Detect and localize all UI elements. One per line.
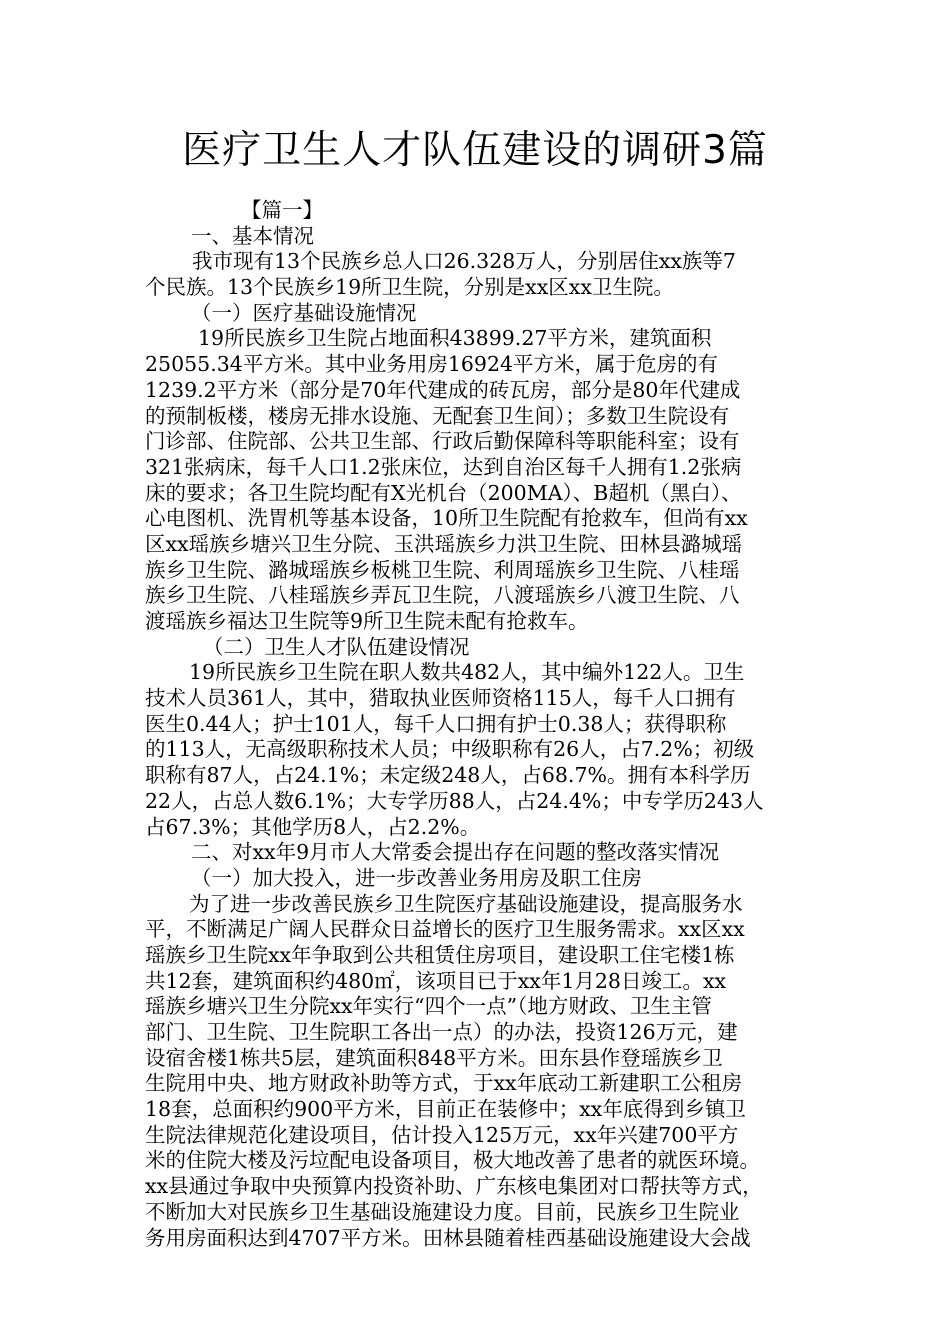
text-line: 心电图机、洗胃机等基本设备，10所卫生院配有抢救车，但尚有xx xyxy=(145,506,748,531)
text-line: 部门、卫生院、卫生院职工各出一点）的办法，投资126万元，建 xyxy=(145,1020,738,1044)
text-line: 25055.34平方米。其中业务用房16924平方米，属于危房的有 xyxy=(145,352,719,377)
text-line: 瑶族乡卫生院xx年争取到公共租赁住房项目，建设职工住宅楼1栋 xyxy=(145,942,735,967)
text-line: 二、对xx年9月市人大常委会提出存在问题的整改落实情况 xyxy=(191,840,720,865)
text-line: 占67.3%；其他学历8人，占2.2%。 xyxy=(145,814,481,839)
text-line: 321张病床，每千人口1.2张床位，达到自治区每千人拥有1.2张病 xyxy=(145,454,742,479)
text-line: 区xx瑶族乡塘兴卫生分院、玉洪瑶族乡力洪卫生院、田林县潞城瑶 xyxy=(145,531,743,556)
text-line: 的预制板楼，楼房无排水设施、无配套卫生间）；多数卫生院设有 xyxy=(145,403,730,428)
text-line: 19所民族乡卫生院在职人数共482人，其中编外122人。卫生 xyxy=(189,660,745,685)
text-line: 门诊部、住院部、公共卫生部、行政后勤保障科等职能科室；设有 xyxy=(145,429,740,454)
text-line: 一、基本情况 xyxy=(191,223,314,248)
text-line: 渡瑶族乡福达卫生院等9所卫生院未配有抢救车。 xyxy=(145,609,589,633)
text-line: 床的要求；各卫生院均配有X光机台（200MA）、B超机（黑白）、 xyxy=(145,480,742,505)
text-line: （一）加大投入，进一步改善业务用房及职工住房 xyxy=(191,865,642,890)
text-line: 18套，总面积约900平方米，目前正在装修中；xx年底得到乡镇卫 xyxy=(145,1097,746,1122)
text-line: 我市现有13个民族乡总人口26.328万人，分别居住xx族等7 xyxy=(192,249,736,274)
text-line: 个民族。13个民族乡19所卫生院，分别是xx区xx卫生院。 xyxy=(145,275,674,300)
text-line: （一）医疗基础设施情况 xyxy=(191,300,417,325)
text-line: 的113人，无高级职称技术人员；中级职称有26人，占7.2%；初级 xyxy=(145,737,755,762)
text-line: 技术人员361人，其中，猎取执业医师资格115人，每千人口拥有 xyxy=(145,686,736,711)
text-line: 务用房面积达到4707平方米。田林县随着桂西基础设施建设大会战 xyxy=(145,1225,751,1250)
text-line: 19所民族乡卫生院占地面积43899.27平方米，建筑面积 xyxy=(198,326,712,351)
text-line: 为了进一步改善民族乡卫生院医疗基础设施建设，提高服务水 xyxy=(189,891,743,916)
text-line: 生院法律规范化建设项目，估计投入125万元，xx年兴建700平方 xyxy=(145,1122,739,1147)
text-line: 米的住院大楼及污垃配电设备项目，极大地改善了患者的就医环境。 xyxy=(145,1148,760,1173)
text-line: 设宿舍楼1栋共5层，建筑面积848平方米。田东县作登瑶族乡卫 xyxy=(145,1045,723,1070)
document-body xyxy=(145,198,810,1251)
text-line: 生院用中央、地方财政补助等方式，于xx年底动工新建职工公租房 xyxy=(145,1071,743,1096)
text-line: 族乡卫生院、八桂瑶族乡弄瓦卫生院，八渡瑶族乡八渡卫生院、八 xyxy=(145,583,740,608)
text-line: 族乡卫生院、潞城瑶族乡板桃卫生院、利周瑶族乡卫生院、八桂瑶 xyxy=(145,557,740,582)
text-line: 瑶族乡塘兴卫生分院xx年实行“四个一点”（地方财政、卫生主管 xyxy=(145,994,712,1019)
document-title: 医疗卫生人才队伍建设的调研3篇 xyxy=(182,128,768,173)
text-line: 1239.2平方米（部分是70年代建成的砖瓦房，部分是80年代建成 xyxy=(145,377,741,402)
text-line: （二）卫生人才队伍建设情况 xyxy=(203,634,470,659)
text-line: 职称有87人，占24.1%；未定级248人，占68.7%。拥有本科学历 xyxy=(145,763,751,788)
text-line: 不断加大对民族乡卫生基础设施建设力度。目前，民族乡卫生院业 xyxy=(145,1199,740,1224)
text-line: 共12套，建筑面积约480㎡，该项目已于xx年1月28日竣工。xx xyxy=(145,968,727,993)
text-line: xx县通过争取中央预算内投资补助、广东核电集团对口帮扶等方式， xyxy=(145,1174,763,1199)
text-line: 【篇一】 xyxy=(241,198,323,222)
text-line: 医生0.44人；护士101人，每千人口拥有护士0.38人；获得职称 xyxy=(145,711,727,736)
text-line: 22人，占总人数6.1%；大专学历88人，占24.4%；中专学历243人 xyxy=(145,788,764,813)
text-line: 平，不断满足广阔人民群众日益增长的医疗卫生服务需求。xx区xx xyxy=(145,917,745,942)
